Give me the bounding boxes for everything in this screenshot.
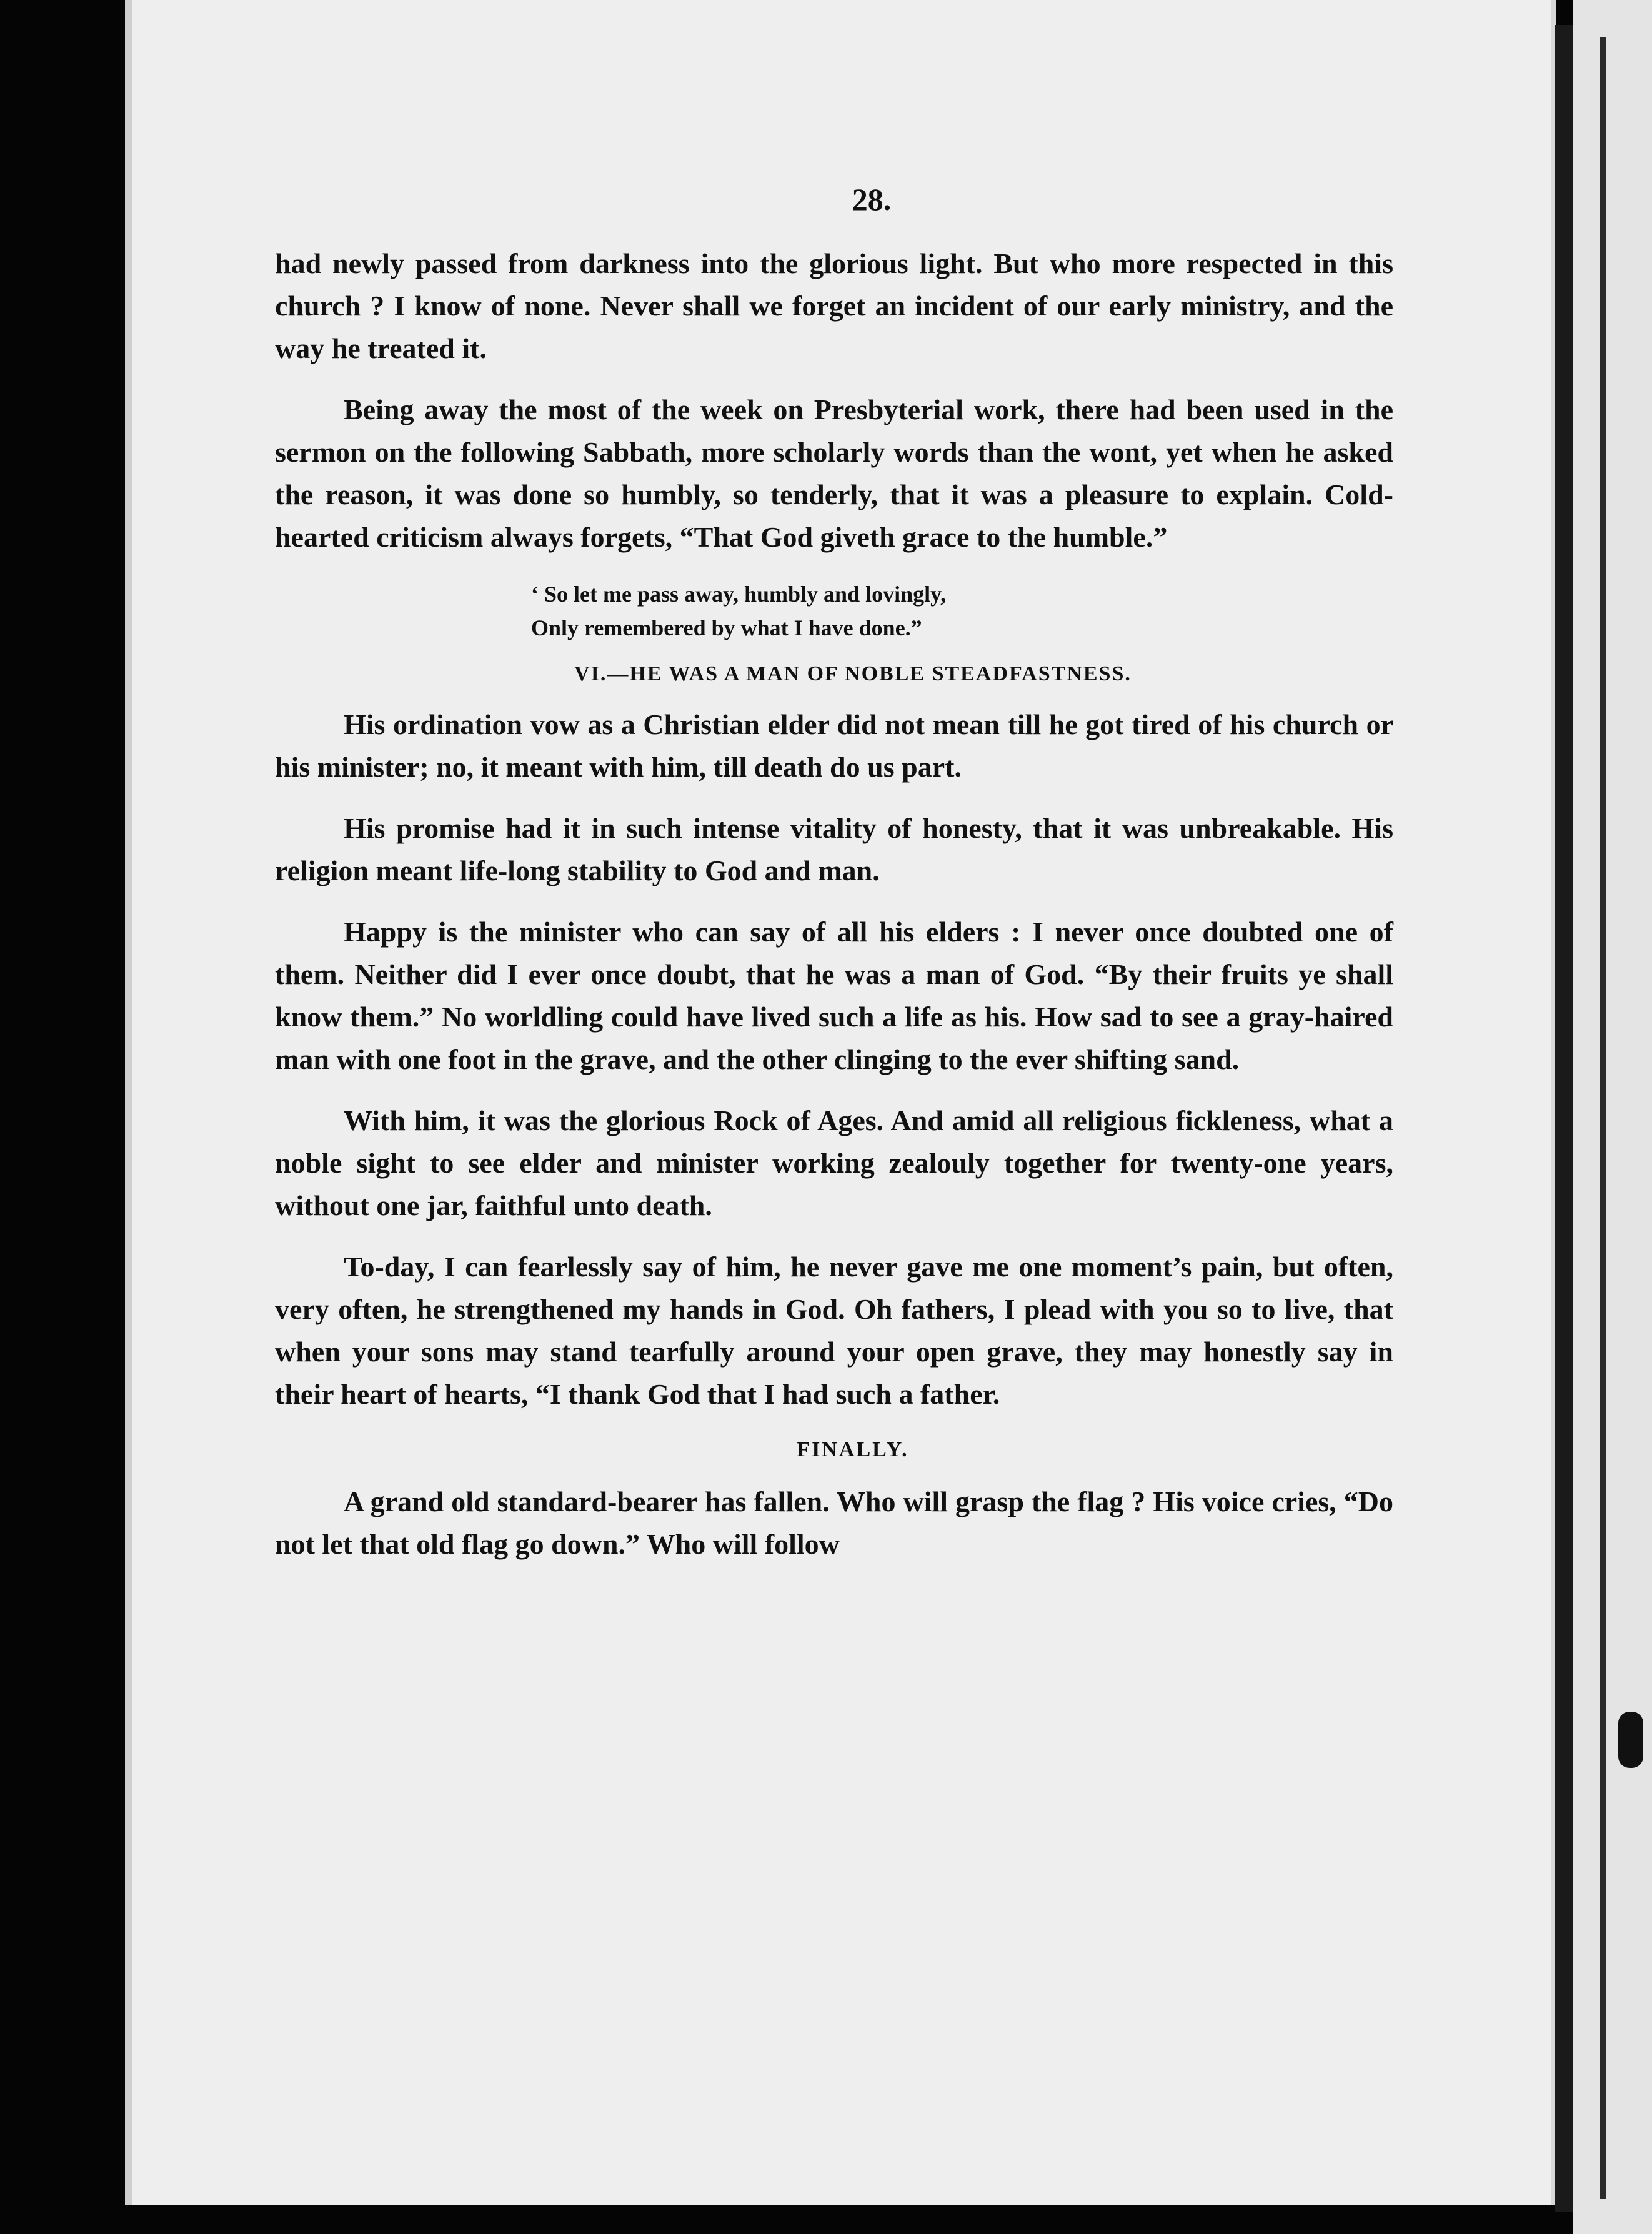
paragraph: To-day, I can fearlessly say of him, he never gave me one moment’s pain, but often, very often, he strengthened my hands in God. Oh fathers, I plead with you so to live, that when your sons may stand tearfully around your open grave, they may honestly say in their heart of hearts, “I thank God that I had such a father. bbox=[275, 1251, 1393, 1410]
paragraph: had newly passed from darkness into the glorious light. But who more respected in this church ? I know of none. Never shall we forget an incident of our early ministry, and the way he treated it. bbox=[275, 247, 1393, 364]
binding-clip bbox=[1618, 1712, 1643, 1768]
page-text-block bbox=[275, 181, 1393, 1584]
paragraph: With him, it was the glorious Rock of Ages. And amid all religious fickleness, what a noble sight to see elder and minister working zealouly together for twenty-one years, without one jar, faithful unto death. bbox=[275, 1105, 1393, 1221]
adjacent-page-edge bbox=[1573, 0, 1652, 2234]
paragraph: Being away the most of the week on Presbyterial work, there had been used in the sermon on the following Sabbath, more scholarly words than the wont, yet when he asked the reason, it was done so humbly, so tenderly, that it was a pleasure to explain. Cold-hearted criticism always forgets, “That God giveth grace to the humble.” bbox=[275, 394, 1393, 553]
paragraph: His promise had it in such intense vitality of honesty, that it was unbreakable. His religion meant life-long stability to God and man. bbox=[275, 812, 1393, 886]
binding-gutter bbox=[1555, 25, 1573, 2212]
paragraph: His ordination vow as a Christian elder did not mean till he got tired of his church or his minister; no, it meant with him, till death do us part. bbox=[275, 708, 1393, 783]
adjacent-page-shadow bbox=[1600, 37, 1606, 2199]
finally-heading: FINALLY. bbox=[797, 1438, 909, 1461]
poem-line: Only remembered by what I have done.” bbox=[531, 615, 922, 640]
paragraph: A grand old standard-bearer has fallen. Who will grasp the flag ? His voice cries, “Do not let that old flag go down.” Who will follow bbox=[275, 1486, 1393, 1560]
page-number: 28. bbox=[852, 182, 892, 217]
poem-quote bbox=[275, 577, 1393, 645]
poem-line: ‘ So let me pass away, humbly and lovingly, bbox=[531, 582, 947, 607]
paragraph: Happy is the minister who can say of all his elders : I never once doubted one of them. Neither did I ever once doubt, that he was a man of God. “By their fruits ye shall know them.” No worldling could have lived such a life as his. How sad to see a gray-haired man with one foot in the grave, and the other clinging to the ever shifting sand. bbox=[275, 916, 1393, 1075]
section-heading: VI.—HE WAS A MAN OF NOBLE STEADFASTNESS. bbox=[574, 662, 1132, 685]
